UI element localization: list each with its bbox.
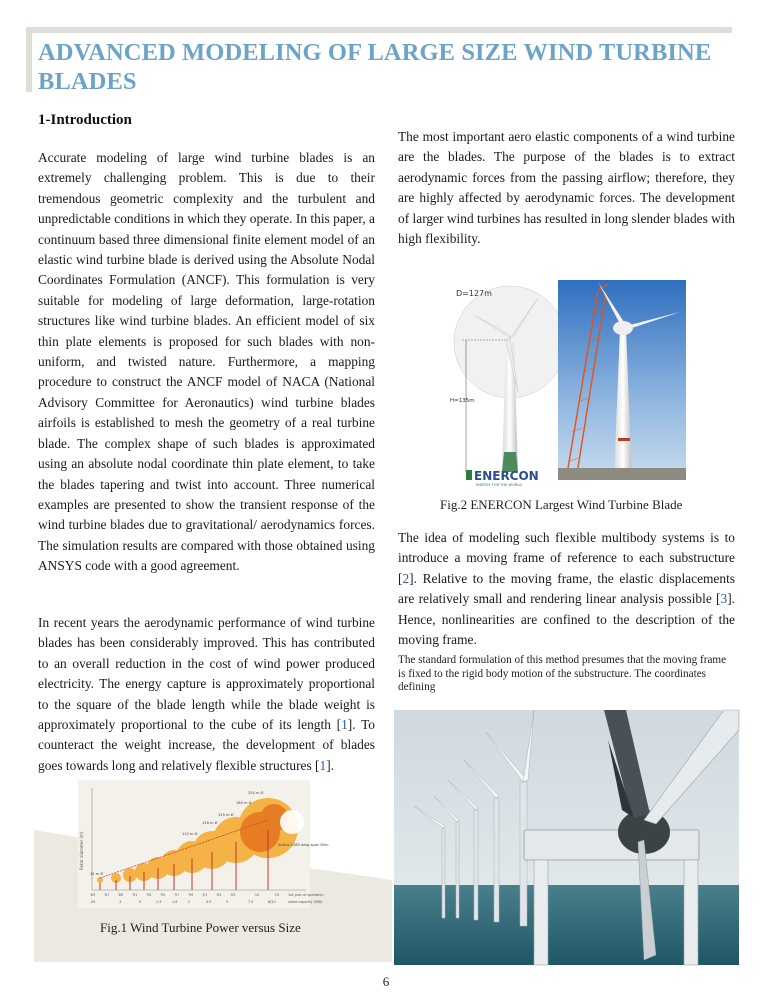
citation-link[interactable]: 1 xyxy=(341,717,348,733)
fig2-diameter-label: D=127m xyxy=(456,289,492,298)
blades-paragraph: The most important aero elastic components of a wind turbine are the blades. The purpose of the blades is to extract aerodynamic forces from the passing airflow; therefore, they are highly affected by aerodynamic forces. The development of larger wind turbines has resulted in long slender blades with high flexibility. xyxy=(398,129,735,247)
svg-text:'89: '89 xyxy=(118,893,124,897)
svg-text:1st year of operation: 1st year of operation xyxy=(288,893,324,897)
svg-text:'87: '87 xyxy=(104,893,110,897)
svg-text:1.3: 1.3 xyxy=(156,900,162,904)
figure-2-image xyxy=(448,272,688,488)
svg-text:'91: '91 xyxy=(132,893,138,897)
citation-link[interactable]: 1 xyxy=(319,757,327,773)
fig1-size-label: 125 m Ø xyxy=(218,813,234,817)
enercon-logo xyxy=(466,470,472,480)
fig1-size-label: 126 m Ø xyxy=(202,821,218,825)
svg-text:.05: .05 xyxy=(90,900,96,904)
formulation-paragraph: The standard formulation of this method presumes that the moving frame is fixed to the rigid body motion of the substructure. The coordinates defining xyxy=(398,654,727,694)
intro-paragraph-2: In recent years the aerodynamic performance of wind turbine blades has been considerably improved. This has contributed to an overall reduction in the cost of wind power produced electricity. The energy capture is approximately proportional to the square of the blade length while the blade weight is approximately proportional to the cube of its length [1]. To counteract the weight increase, the development of blades goes towards long and relatively flexible structures [1]. xyxy=(38,615,376,773)
moving-frame-paragraph: The idea of modeling such flexible multibody systems is to introduce a moving frame of reference to each substructure [2]. Relative to the moving frame, the elastic displacements are relatively small and rendering linear analysis possible [3]. Hence, nonlinearities are confined to the description of the moving frame. xyxy=(398,530,735,648)
svg-text:'97: '97 xyxy=(174,893,180,897)
figure-2-caption: Fig.2 ENERCON Largest Wind Turbine Blade xyxy=(440,497,683,512)
svg-text:ENERGY FOR THE WORLD: ENERGY FOR THE WORLD xyxy=(476,483,523,487)
svg-text:4.5: 4.5 xyxy=(206,900,212,904)
title-left-bar xyxy=(26,33,32,92)
svg-text:'85: '85 xyxy=(90,893,96,897)
intro-paragraph-1: Accurate modeling of large wind turbine blades is an extremely challenging problem. This is due to their tremendous geometric complexity and the turbulent and unpredictable conditions in which they operate. In this paper, a continuum based three dimensional finite element model of an elastic wind turbine blade is derived using the Absolute Nodal Coordinates Formulation (ANCF). This formulation is very suitable for modeling of large deformation, large-rotation structures like wind turbine blades. An efficient model of six thin plate elements is proposed for such blades with non-uniform, and twisted nature. Furthermore, a mapping procedure to construct the ANCF model of NACA (National Advisory Committee for Aeronautics) wind turbine blades airfoils is established to mesh the geometry of a real turbine blade. The complex shape of such blades is approximated using an absolute nodal coordinate thin plate element, to take the blades tapering and twist into account. Three numerical examples are presented to show the transient response of the wind turbine blades due to gravitational/ aerodynamics forces. The simulation results are compared with those obtained using ANSYS code with a good agreement. xyxy=(38,150,375,574)
svg-text:'03: '03 xyxy=(216,893,222,897)
svg-text:8/10: 8/10 xyxy=(268,900,276,904)
fig1-size-label: 15 m Ø xyxy=(90,872,104,876)
svg-text:'93: '93 xyxy=(146,893,152,897)
svg-text:.3: .3 xyxy=(118,900,122,904)
svg-text:2: 2 xyxy=(188,900,191,904)
svg-text:'01: '01 xyxy=(202,893,208,897)
offshore-turbines-photo xyxy=(394,710,739,965)
svg-text:'10: '10 xyxy=(254,893,260,897)
paper-title: ADVANCED MODELING OF LARGE SIZE WIND TURBINE BLADES xyxy=(38,39,712,95)
svg-text:.5: .5 xyxy=(138,900,142,904)
fig1-size-label: 112 m Ø xyxy=(182,832,198,836)
fig1-airbus-label: Airbus A380 wing span 80m xyxy=(278,843,329,847)
figure-1-caption: Fig.1 Wind Turbine Power versus Size xyxy=(100,920,301,935)
svg-text:'95: '95 xyxy=(160,893,166,897)
figure-1-image xyxy=(78,780,329,908)
citation-link[interactable]: 2 xyxy=(402,570,410,586)
fig2-height-label: H=135m xyxy=(450,398,475,404)
fig1-size-label: 250 m Ø xyxy=(248,791,264,795)
svg-text:'15: '15 xyxy=(274,893,280,897)
enercon-brand: ENERCON xyxy=(474,469,539,483)
svg-text:1.6: 1.6 xyxy=(172,900,178,904)
title-top-bar xyxy=(26,27,732,33)
svg-text:5: 5 xyxy=(226,900,229,904)
citation-link[interactable]: 3 xyxy=(720,591,728,607)
svg-text:7.5: 7.5 xyxy=(248,900,254,904)
svg-text:'05: '05 xyxy=(230,893,236,897)
page-number: 6 xyxy=(382,974,390,989)
svg-text:'99: '99 xyxy=(188,893,194,897)
fig1-ylabel: Rotor diameter (m) xyxy=(79,831,84,870)
section-heading: 1-Introduction xyxy=(38,112,132,128)
fig1-size-label: 160 m Ø xyxy=(236,801,252,805)
svg-text:rated capacity (MW): rated capacity (MW) xyxy=(288,900,323,904)
